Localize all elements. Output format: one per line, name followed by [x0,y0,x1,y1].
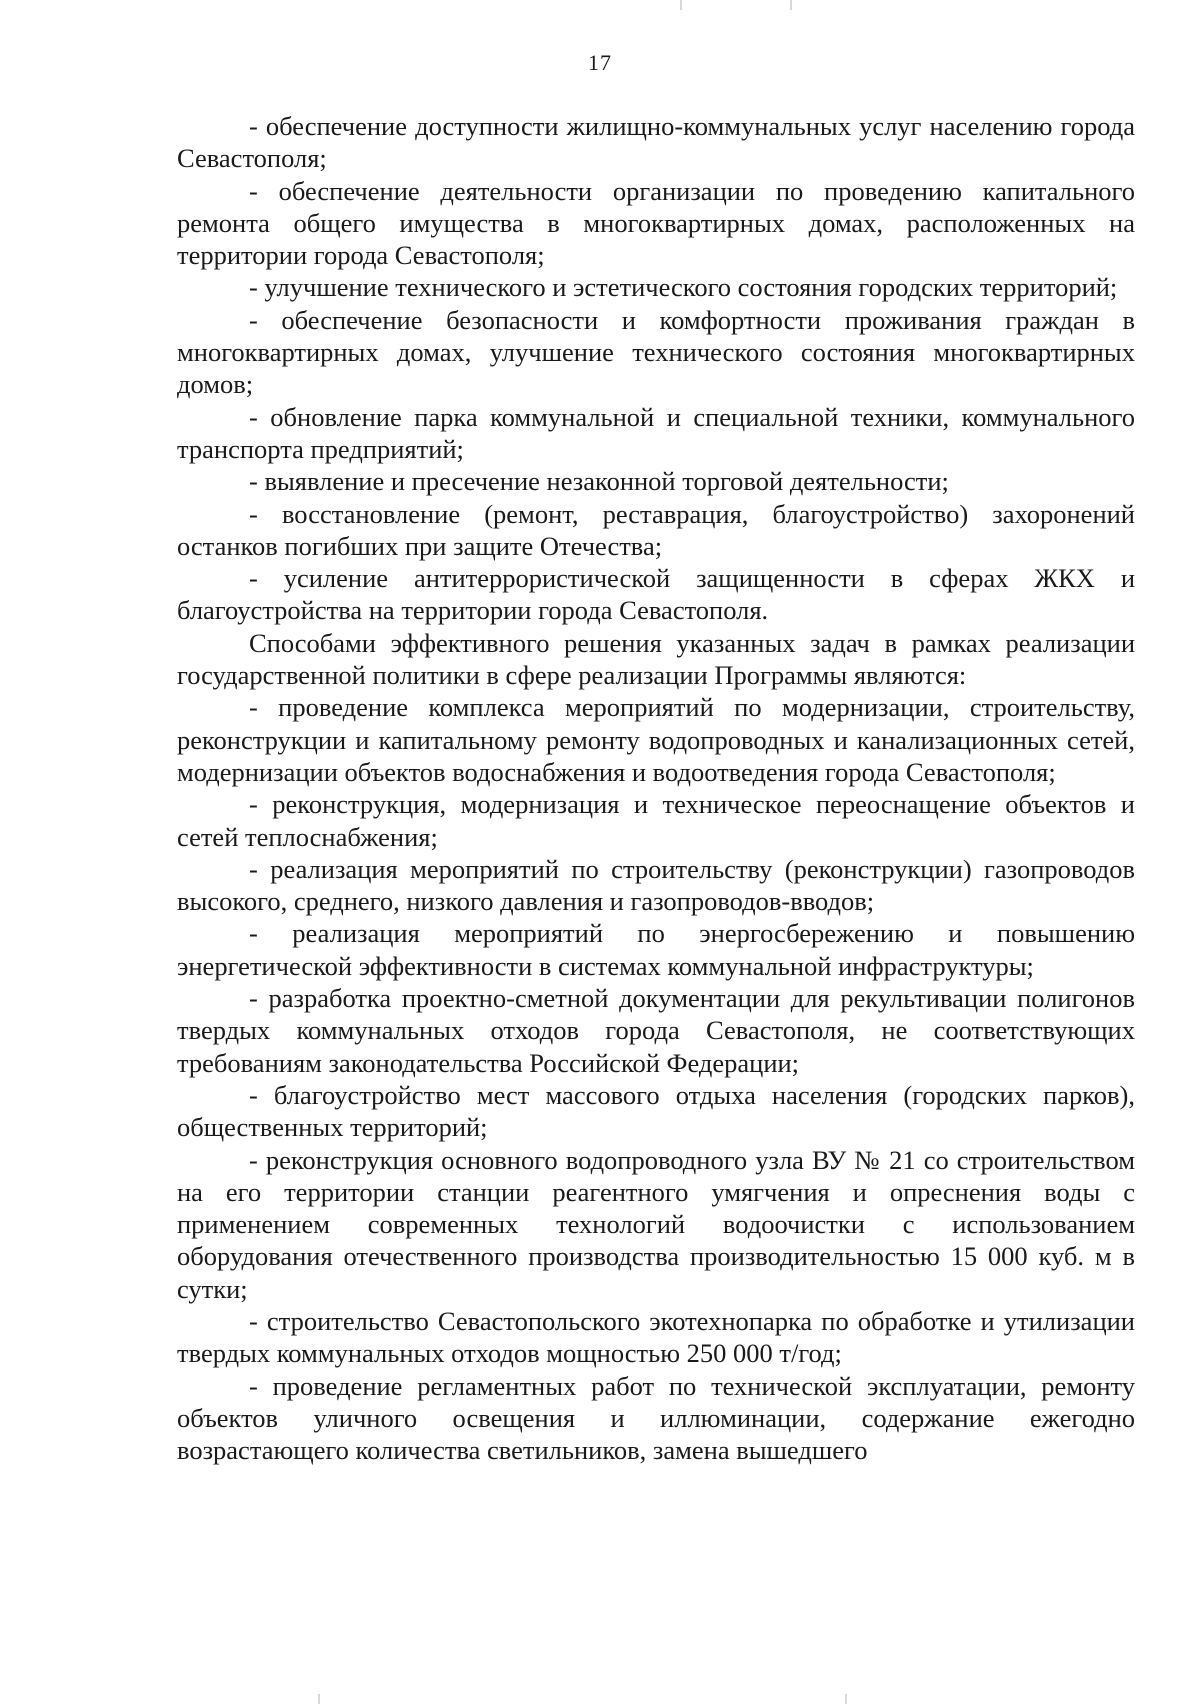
paragraph-14: - разработка проектно-сметной документации для рекультивации полигонов твердых коммунальных отходов города Севастополя, не соответствующих требованиям законодательства Российской Федерации; [177,983,1135,1078]
paragraph-8: - усиление антитеррористической защищенности в сферах ЖКХ и благоустройства на территории города Севастополя. [177,563,1135,626]
paragraph-12: - реализация мероприятий по строительству (реконструкции) газопроводов высокого, среднего, низкого давления и газопроводов-вводов; [177,853,1135,917]
scan-artifact [845,1694,847,1704]
paragraph-5: - обновление парка коммунальной и специальной техники, коммунального транспорта предприятий; [177,401,1135,464]
paragraph-10: - проведение комплекса мероприятий по модернизации, строительству, реконструкции и капитальному ремонту водопроводных и канализационных сетей, модернизации объектов водоснабжения и водоотведения города Севастополя; [177,692,1135,787]
scan-artifact [790,0,792,10]
paragraph-15: - благоустройство мест массового отдыха населения (городских парков), общественных территорий; [177,1079,1135,1143]
paragraph-3: - улучшение технического и эстетического состояния городских территорий; [249,272,1118,303]
paragraph-4: - обеспечение безопасности и комфортности проживания граждан в многоквартирных домах, улучшение технического состояния многоквартирных домов; [177,304,1135,400]
paragraph-9: Способами эффективного решения указанных задач в рамках реализации государственной политики в сфере реализации Программы являются: [177,627,1135,691]
paragraph-2: - обеспечение деятельности организации по проведению капитального ремонта общего имущества в многоквартирных домах, расположенных на территории города Севастополя; [177,175,1135,271]
document-body [177,110,1135,1466]
paragraph-17: - строительство Севастопольского экотехнопарка по обработке и утилизации твердых коммунальных отходов мощностью 250 000 т/год; [177,1305,1135,1369]
scan-artifact [318,1694,320,1704]
paragraph-13: - реализация мероприятий по энергосбережению и повышению энергетической эффективности в системах коммунальной инфраструктуры; [177,918,1135,981]
paragraph-18: - проведение регламентных работ по технической эксплуатации, ремонту объектов уличного освещения и иллюминации, содержание ежегодно возрастающего количества светильников, замена вышедшего [177,1370,1135,1466]
paragraph-1: - обеспечение доступности жилищно-коммунальных услуг населению города Севастополя; [177,111,1135,174]
paragraph-7: - восстановление (ремонт, реставрация, благоустройство) захоронений останков погибших при защите Отечества; [177,498,1135,561]
scan-artifact [680,0,682,10]
paragraph-16: - реконструкция основного водопроводного узла ВУ № 21 со строительством на его территории станции реагентного умягчения и опреснения воды с применением современных технологий водоочистки с использованием оборудования отечественного производства производительностью 15 000 куб. м в сутки; [177,1144,1135,1304]
page-number: 17 [588,50,612,75]
paragraph-11: - реконструкция, модернизация и техническое переоснащение объектов и сетей теплоснабжения; [177,789,1135,852]
paragraph-6: - выявление и пресечение незаконной торговой деятельности; [249,466,949,497]
